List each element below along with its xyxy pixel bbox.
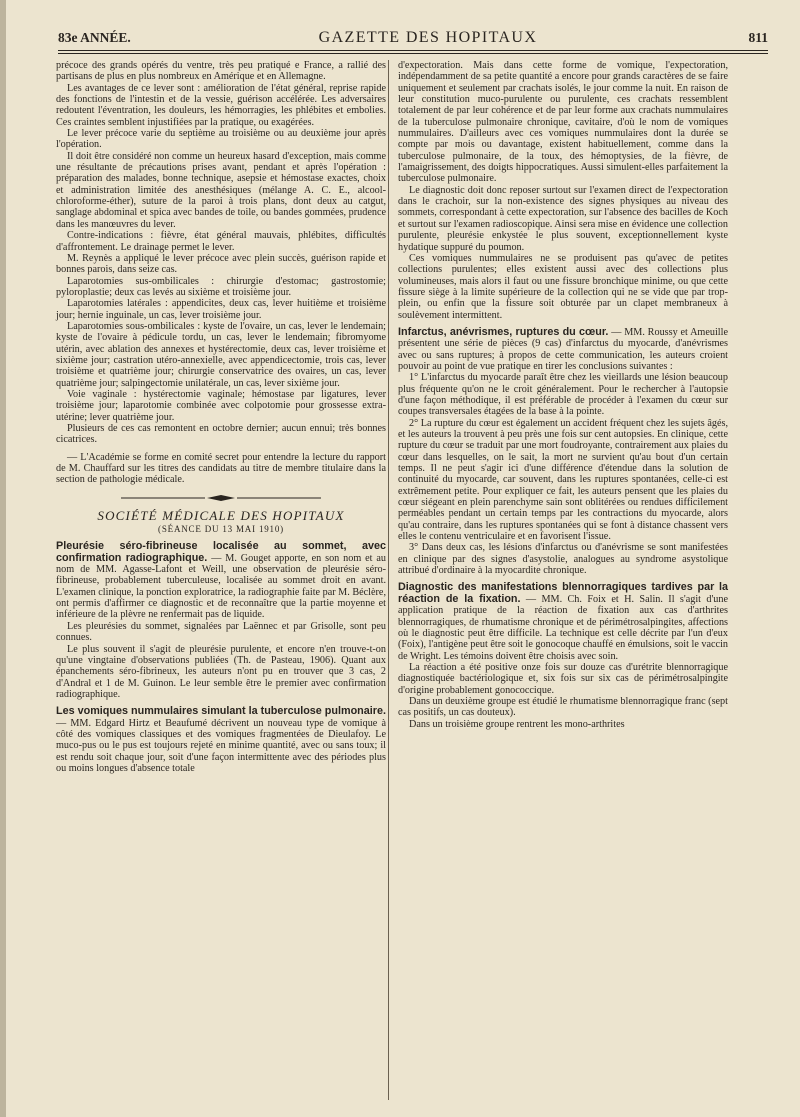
paragraph: d'expectoration. Mais dans cette forme de vomique, l'expectoration, indépendamment de sa petite quantité a encore pour grands caractères de se faire uniquement et seulement par crachats isolés, le jour comme la nuit. En raison de leur constitution muco-purulente ou purulente, ces crachats ressemblent totalement de par leur cohérence et de par leur forme aux crachats nummulaires de la tuberculose pulmonaire chronique, cavitaire, d'où le nom de vomiques nummulaires. D'ailleurs avec ces vomiques nummulaires dont la durée se compte par mois ou davantage, existent habituellement, comme dans la tuberculose pulmonaire, de la toux, des hémoptysies, de la fièvre, de l'amaigrissement, des doigts hippocratiques. Aussi simulent-elles parfaitement la tuberculose pulmonaire. <box>398 60 728 185</box>
journal-title: GAZETTE DES HOPITAUX <box>318 29 538 46</box>
section-pleuresie <box>56 541 386 620</box>
paragraph: Le lever précoce varie du septième au troisième ou au deuxième jour après l'opération. <box>56 128 386 151</box>
section-diagnostic <box>398 582 728 661</box>
section-heading: Infarctus, anévrismes, ruptures du cœur. <box>398 325 609 338</box>
paragraph: La réaction a été positive onze fois sur douze cas d'urétrite blennorragique diagnostiquée bactériologique et, six fois sur six cas de périmétrosalpingite d'origine probablement gonococcique. <box>398 661 728 696</box>
section-body: — MM. Ch. Foix et H. Salin. Il s'agit d'une application pratique de la réaction de fixation aux cas d'arthrites blennorragiques, de rhumatisme chronique et de périmétrosalpingites, affections où le diagnostic peut être difficile. La technique est celle décrite par l'un d'eux (Foix), l'antigène peut être soit le gonocoque chauffé en émulsions, soit le vaccin de Wright. Les témoins doivent être choisis avec soin. <box>398 593 729 662</box>
paragraph: Les avantages de ce lever sont : amélioration de l'état général, reprise rapide des fonctions de l'intestin et de la vessie, guérison accélérée. Les adversaires redoutent l'éventration, les douleurs, les hémorragies, les phlébites et embolies. Ces craintes semblent injustifiées par la pratique, ou exagérées. <box>56 82 386 128</box>
section-heading: Pleurésie séro-fibrineuse localisée au sommet, avec confirmation radiographique. <box>56 540 386 564</box>
paragraph: Les pleurésies du sommet, signalées par Laënnec et par Grisolle, sont peu connues. <box>56 620 386 644</box>
left-column <box>56 60 386 774</box>
paragraph: Laparotomies latérales : appendicites, deux cas, lever huitième et troisième jour; hernie inguinale, un cas, lever troisième jour. <box>56 298 386 321</box>
section-body: — M. Gouget apporte, en son nom et au nom de MM. Agasse-Lafont et Weill, une observation de pleurésie séro-fibrineuse, probablement tuberculeuse, localisée au sommet droit en avant. L'examen clinique, la ponction exploratrice, la radiographie faite par M. Béclère, ont permis d'affirmer ce diagnostic et de reconnaître que la partie moyenne et inférieure de la plèvre ne renfermait pas de liquide. <box>56 552 386 621</box>
paragraph: — L'Académie se forme en comité secret pour entendre la lecture du rapport de M. Chauffard sur les titres des candidats au titre de membre titulaire dans la section de pathologie médicale. <box>56 451 386 486</box>
page-binding-edge <box>0 0 6 1117</box>
paragraph: 1° L'infarctus du myocarde paraît être chez les vieillards une lésion beaucoup plus fréquente qu'on ne le croit généralement. Pour le rechercher à l'autopsie d'une façon méthodique, il est préférable de procéder à l'examen du cœur sur coupes transversales étagées de la base à la pointe. <box>398 372 728 418</box>
section-heading: Les vomiques nummulaires simulant la tuberculose pulmonaire. <box>56 705 386 718</box>
paragraph: 2° La rupture du cœur est également un accident fréquent chez les sujets âgés, et les auteurs la trouvent à peu près une fois sur cent autopsies. En clinique, cette rupture du cœur se traduit par une mort foudroyante, contrairement aux plaies du cœur dans lesquelles, on le sait, la mort ne survient qu'au bout d'un certain temps. Il ne peut s'agir ici d'une différence d'étendue dans la solution de continuité du myocarde, car souvent, dans les ruptures spontanées, celle-ci est extrêmement petite. Pour expliquer ce fait, les auteurs pensent que les plaies du cœur siégeant en plein parenchyme sain sont oblitérées ou rendues difficilement perméables pendant un certain temps par les contractions du myocarde, alors qu'au contraire, dans les ruptures spontanées qui se font à distance chassent vers elles le contenu ventriculaire et en favorisent l'issue. <box>398 417 728 543</box>
header-rule <box>58 50 768 54</box>
session-date: (SÉANCE DU 13 MAI 1910) <box>158 524 284 535</box>
society-title: SOCIÉTÉ MÉDICALE DES HOPITAUX <box>97 507 345 523</box>
section-ornament <box>121 494 321 502</box>
paragraph: Laparotomies sous-ombilicales : kyste de l'ovaire, un cas, lever le lendemain; kyste de l'ovaire à pédicule tordu, un cas, lever le lendemain; fibromyome utérin, avec ablation des annexes et hystérectomie, deux cas, lever troisième et sixième jour; castration utéro-annexielle, avec appendicectomie, trois cas, lever troisième et quatrième jour; chirurgie conservatrice des ovaires, un cas, lever quatrième jour; salpingectomie unilatérale, un cas, lever sixième jour. <box>56 320 386 389</box>
section-vomiques <box>56 706 386 774</box>
section-body: — MM. Roussy et Ameuille présentent une série de pièces (9 cas) d'infarctus du myocarde, d'anévrismes avec ou sans ruptures; à propos de cette communication, les auteurs croient pouvoir au point de vue pratique en tirer les conclusions suivantes : <box>398 326 728 372</box>
paragraph: M. Reynès a appliqué le lever précoce avec plein succès, guérison rapide et bonnes parois, dans seize cas. <box>56 252 386 276</box>
paragraph: Il doit être considéré non comme un heureux hasard d'exception, mais comme une résultante de précautions prises avant, pendant et après l'opération : préparation des malades, bonne technique, asepsie et hémostase exactes, choix et administration limitée des anesthésiques (mélange A. C. E., alcool-chloroforme-éther), suture de la paroi à trois plans, dont deux au catgut, sanglage abdominal et spica avec bandes de toile, ou bandes gommées, prudence dans les manœuvres du lever. <box>56 150 386 230</box>
paragraph: Le plus souvent il s'agit de pleurésie purulente, et encore n'en trouve-t-on qu'une vingtaine d'observations publiées (Th. de Pasteau, 1906). Quant aux épanchements séro-fibrineux, les auteurs n'ont pu en trouver que 3 cas, 2 d'Andral et 1 de M. Guinon. Le leur semble être le premier avec confirmation radiographique. <box>56 643 386 700</box>
volume-label: 83e ANNÉE. <box>58 30 131 45</box>
page-number: 811 <box>748 30 768 45</box>
page-header <box>58 28 768 48</box>
paragraph: Dans un troisième groupe rentrent les mono-arthrites <box>409 718 625 730</box>
paragraph: précoce des grands opérés du ventre, très peu pratiqué e France, a rallié des partisans de plus en plus nombreux en Amérique et en Allemagne. <box>56 60 386 83</box>
paragraph: Voie vaginale : hystérectomie vaginale; hémostase par ligatures, lever troisième jour; laparotomie combinée avec colpotomie pour grossesse extra-utérine; lever quatrième jour. <box>56 388 386 423</box>
paragraph: Plusieurs de ces cas remontent en octobre dernier; aucun ennui; très bonnes cicatrices. <box>56 423 386 446</box>
paragraph: Contre-indications : fièvre, état général mauvais, phlébites, difficultés d'affrontement. Le drainage permet le lever. <box>56 230 386 253</box>
paragraph: 3° Dans deux cas, les lésions d'infarctus ou d'anévrisme se sont manifestées en clinique par des signes d'asystolie, analogues au syndrome asystolique attribué d'ordinaire à la myocardite chronique. <box>398 542 728 577</box>
section-heading: Diagnostic des manifestations blennorragiques tardives par la réaction de la fixation. <box>398 581 728 605</box>
paragraph: Le diagnostic doit donc reposer surtout sur l'examen direct de l'expectoration dans le crachoir, sur la non-existence des signes physiques au niveau des sommets, correspondant à cette expectoration, sur l'absence des bacilles de Koch et surtout sur l'examen radioscopique. Ainsi sera mise en évidence une collection purulente, pleurésie enkystée le plus souvent, exceptionnellement kyste hydatique suppuré du poumon. <box>398 184 728 253</box>
section-body: — MM. Edgard Hirtz et Beaufumé décrivent un nouveau type de vomique à côté des vomiques classiques et des vomiques fragmentées de Dieulafoy. Le muco-pus ou le pus est toujours rejeté en minime quantité, avec ou sans toux; il est rendu soit chaque jour, soit d'une façon intermittente avec des périodes plus ou moins longues d'absence totale <box>56 717 386 774</box>
section-infarctus <box>398 327 728 372</box>
paragraph: Laparotomies sus-ombilicales : chirurgie d'estomac; gastrostomie; pyloroplastie; deux cas levés au sixième et troisième jour. <box>56 275 386 298</box>
right-column <box>398 60 728 730</box>
paragraph: Dans un deuxième groupe est étudié le rhumatisme blennorragique franc (sept cas positifs, un cas douteux). <box>398 695 728 719</box>
paragraph: Ces vomiques nummulaires ne se produisent pas qu'avec de petites collections purulentes; elles existent aussi avec des collections plus volumineuses, mais alors il faut ou une fissure bronchique minime, ou que cette fissure siège à la limite supérieure de la collection qui ne se vide que par trop-plein, ou enfin que la fissure soit obturée par un clapet membraneux à soulèvement intermittent. <box>398 252 728 321</box>
column-divider <box>388 60 389 1100</box>
